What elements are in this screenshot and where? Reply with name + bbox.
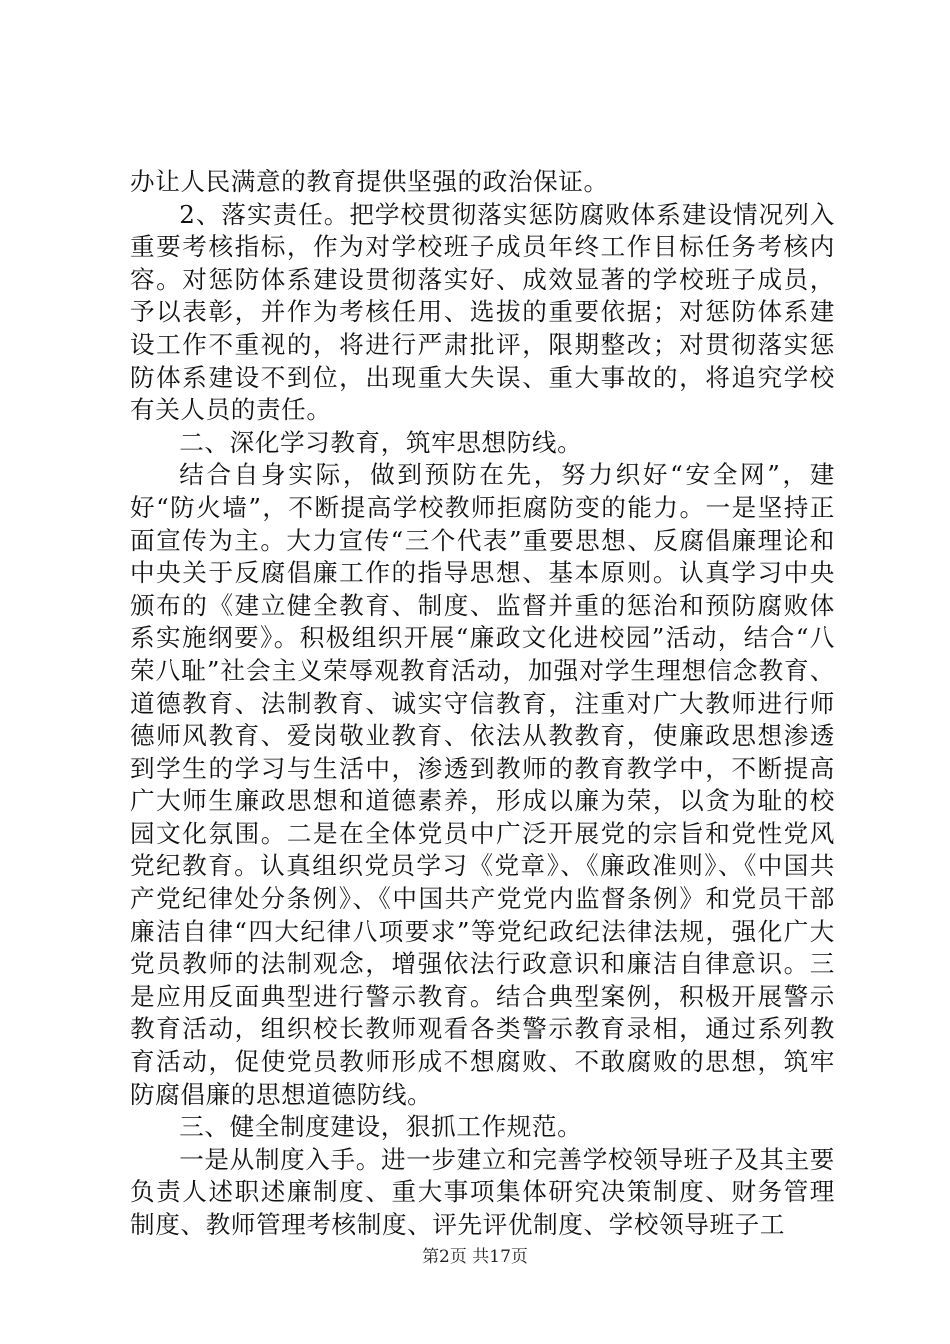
- document-body: [130, 166, 835, 1242]
- section-heading-3: 三、健全制度建设，狠抓工作规范。: [179, 1112, 583, 1142]
- section-heading-2: 二、深化学习教育，筑牢思想防线。: [179, 427, 583, 457]
- paragraph-4: 一是从制度入手。进一步建立和完善学校领导班子及其主要负责人述职述廉制度、重大事项集体研究决策制度、财务管理制度、教师管理考核制度、评先评优制度、学校领导班子工: [130, 1144, 835, 1239]
- paragraph-1: 办让人民满意的教育提供坚强的政治保证。: [130, 167, 609, 196]
- paragraph-2: 2、落实责任。把学校贯彻落实惩防腐败体系建设情况列入重要考核指标，作为对学校班子成员年终工作目标任务考核内容。对惩防体系建设贯彻落实好、成效显著的学校班子成员，予以表彰，并作为考核任用、选拔的重要依据；对惩防体系建设工作不重视的，将进行严肃批评，限期整改；对贯彻落实惩防体系建设不到位，出现重大失误、重大事故的，将追究学校有关人员的责任。: [130, 199, 835, 425]
- page-footer: 第2页 共17页: [422, 1247, 528, 1267]
- paragraph-3: 结合自身实际，做到预防在先，努力织好“安全网”，建好“防火墙”，不断提高学校教师拒腐防变的能力。一是坚持正面宣传为主。大力宣传“三个代表”重要思想、反腐倡廉理论和中央关于反腐倡廉工作的指导思想、基本原则。认真学习中央颁布的《建立健全教育、制度、监督并重的惩治和预防腐败体系实施纲要》。积极组织开展“廉政文化进校园”活动，结合“八荣八耻”社会主义荣辱观教育活动，加强对学生理想信念教育、道德教育、法制教育、诚实守信教育，注重对广大教师进行师德师风教育、爱岗敬业教育、依法从教教育，使廉政思想渗透到学生的学习与生活中，渗透到教师的教育教学中，不断提高广大师生廉政思想和道德素养，形成以廉为荣，以贪为耻的校园文化氛围。二是在全体党员中广泛开展党的宗旨和党性党风党纪教育。认真组织党员学习《党章》、《廉政准则》、《中国共产党纪律处分条例》、《中国共产党党内监督条例》和党员干部廉洁自律“四大纪律八项要求”等党纪政纪法律法规，强化广大党员教师的法制观念，增强依法行政意识和廉洁自律意识。三是应用反面典型进行警示教育。结合典型案例，积极开展警示教育活动，组织校长教师观看各类警示教育录相，通过系列教育活动，促使党员教师形成不想腐败、不敢腐败的思想，筑牢防腐倡廉的思想道德防线。: [130, 460, 835, 1109]
